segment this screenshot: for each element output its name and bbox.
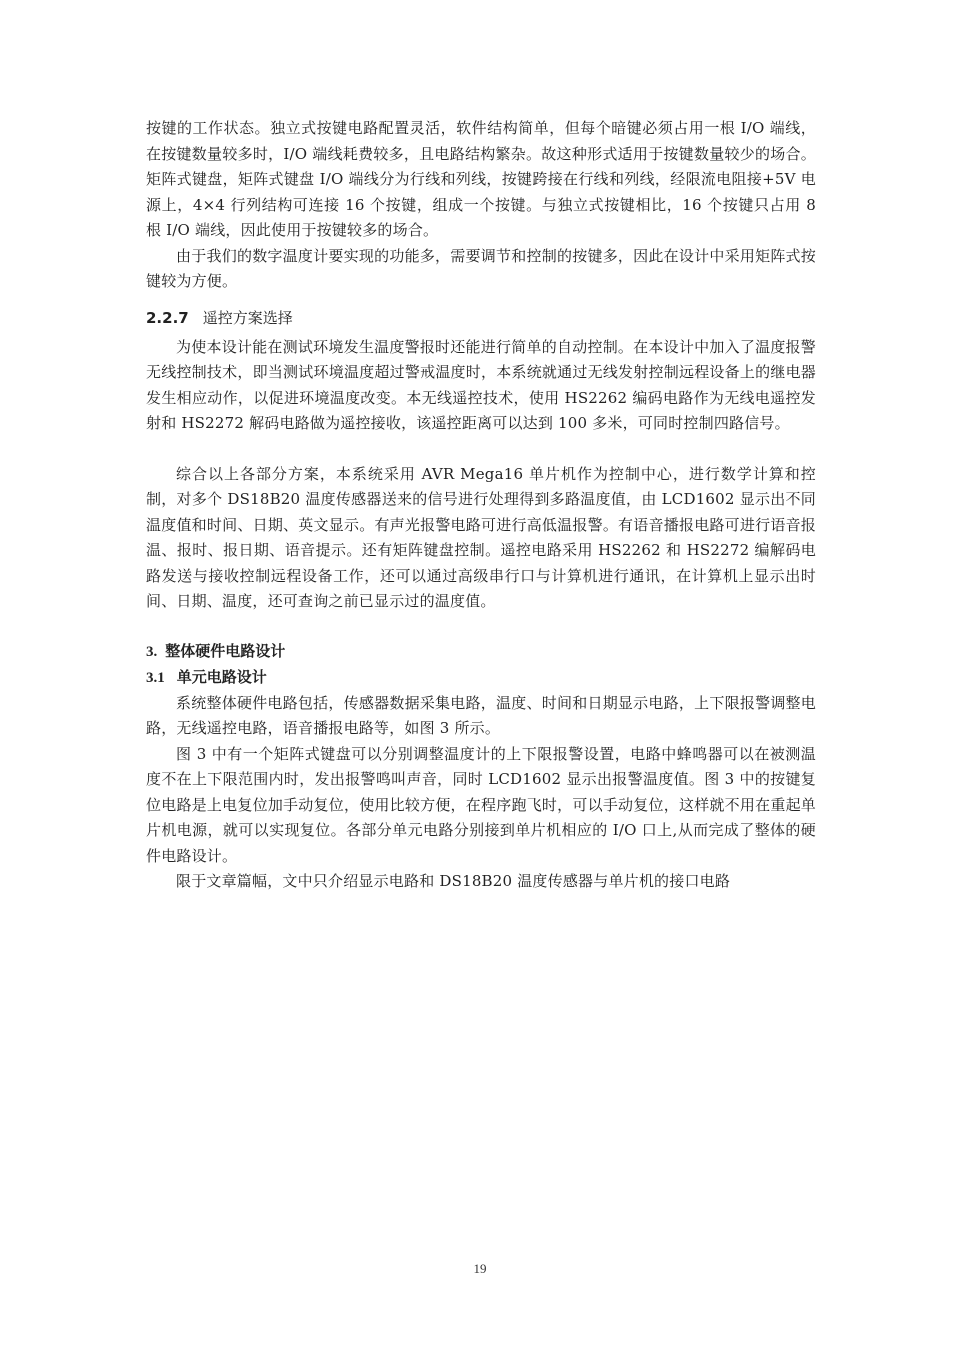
paragraph-remote-control: 为使本设计能在测试环境发生温度警报时还能进行简单的自动控制。在本设计中加入了温度报警无线控制技术，即当测试环境温度超过警戒温度时，本系统就通过无线发射控制远程设备上的继电器发生相应动作，以促进环境温度改变。本无线遥控技术，使用 HS2262 编码电路作为无线电遥控发射和 HS2272 解码电路做为遥控接收，该遥控距离可以达到 100 多米，可同时控制四路信号。 <box>146 337 816 432</box>
paragraph-hardware-overview: 系统整体硬件电路包括，传感器数据采集电路，温度、时间和日期显示电路，上下限报警调整电路，无线遥控电路，语音播报电路等，如图 3 所示。 <box>146 693 816 737</box>
spacer <box>146 437 816 462</box>
heading-number: 3.1 <box>146 669 165 686</box>
heading-3 <box>146 639 816 665</box>
heading-title: 单元电路设计 <box>176 667 267 686</box>
spacer <box>146 615 816 639</box>
heading-number: 2.2.7 <box>146 308 189 327</box>
heading-number: 3. <box>146 643 158 660</box>
page-content <box>146 116 816 895</box>
heading-title: 整体硬件电路设计 <box>165 641 286 660</box>
heading-2-2-7 <box>146 305 816 331</box>
heading-title: 遥控方案选择 <box>202 308 293 327</box>
paragraph-matrix-choice: 由于我们的数字温度计要实现的功能多，需要调节和控制的按键多，因此在设计中采用矩阵式按键较为方便。 <box>146 246 816 290</box>
paragraph-scope-note: 限于文章篇幅，文中只介绍显示电路和 DS18B20 温度传感器与单片机的接口电路 <box>176 872 731 890</box>
page-number: 19 <box>473 1261 487 1276</box>
heading-3-1 <box>146 665 816 691</box>
paragraph-keypad-types: 按键的工作状态。独立式按键电路配置灵活，软件结构简单，但每个暗键必须占用一根 I/O 端线，在按键数量较多时，I/O 端线耗费较多，且电路结构繁杂。故这种形式适用于按键数量较少的场合。矩阵式键盘，矩阵式键盘 I/O 端线分为行线和列线，按键跨接在行线和列线，经限流电阻接+5V 电源上，4×4 行列结构可连接 16 个按键，组成一个按键。与独立式按键相比，16 个按键只占用 8 根 I/O 端线，因此使用于按键较多的场合。 <box>146 119 816 239</box>
paragraph-figure-3-description: 图 3 中有一个矩阵式键盘可以分别调整温度计的上下限报警设置，电路中蜂鸣器可以在被测温度不在上下限范围内时，发出报警鸣叫声音，同时 LCD1602 显示出报警温度值。图 3 中的按键复位电路是上电复位加手动复位，使用比较方便，在程序跑飞时，可以手动复位，这样就不用在重起单片机电源，就可以实现复位。各部分单元电路分别接到单片机相应的 I/O 口上,从而完成了整体的硬件电路设计。 <box>146 744 816 865</box>
paragraph-system-summary: 综合以上各部分方案，本系统采用 AVR Mega16 单片机作为控制中心，进行数学计算和控制，对多个 DS18B20 温度传感器送来的信号进行处理得到多路温度值，由 LCD1602 显示出不同温度值和时间、日期、英文显示。有声光报警电路可进行高低温报警。有语音播报电路可进行语音报温、报时、报日期、语音提示。还有矩阵键盘控制。遥控电路采用 HS2262 和 HS2272 编解码电路发送与接收控制远程设备工作，还可以通过高级串行口与计算机进行通讯，在计算机上显示出时间、日期、温度，还可查询之前已显示过的温度值。 <box>146 464 816 610</box>
